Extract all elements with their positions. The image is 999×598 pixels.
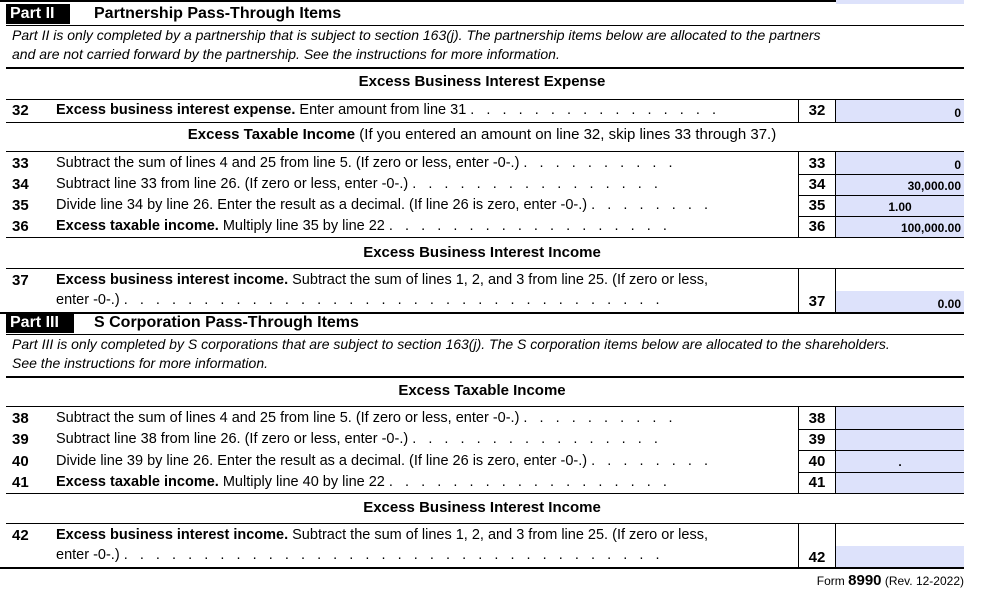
line-42-box-label: 42 bbox=[808, 549, 826, 566]
form-number: 8990 bbox=[848, 572, 882, 589]
part-iii-title: S Corporation Pass-Through Items bbox=[94, 314, 359, 331]
line-36-number: 36 bbox=[12, 218, 29, 235]
section-excess-business-interest-income-part-iii: Excess Business Interest Income bbox=[363, 499, 601, 516]
line-36-box-label: 36 bbox=[808, 218, 826, 235]
line-40-box-label: 40 bbox=[808, 453, 826, 470]
line-32-amount-field[interactable]: 0 bbox=[836, 100, 964, 122]
line-37-text-line1: Excess business interest income. Subtract the sum of lines 1, 2, and 3 from line 25. (If zero or less, bbox=[56, 272, 709, 288]
line-37-text-line2: enter -0-.) . . . . . . . . . . . . . . . . . . . . . . . . . . . . . . . . . . bbox=[56, 292, 660, 308]
part-iii-label: Part III bbox=[6, 313, 74, 333]
line-38-number: 38 bbox=[12, 410, 29, 427]
line-42-number: 42 bbox=[12, 527, 29, 544]
section-excess-taxable-income: Excess Taxable Income (If you entered an amount on line 32, skip lines 33 through 37.) bbox=[187, 126, 777, 143]
line-41-box-label: 41 bbox=[808, 474, 826, 491]
line-34-text: Subtract line 33 from line 26. (If zero or less, enter -0-.) . . . . . . . . . . . . . . . . bbox=[56, 176, 658, 192]
line-32-box-label: 32 bbox=[808, 102, 826, 119]
line-37-amount-field[interactable]: 0.00 bbox=[836, 291, 964, 312]
line-37-number: 37 bbox=[12, 272, 29, 289]
part-ii-title: Partnership Pass-Through Items bbox=[94, 5, 342, 22]
line-40-text: Divide line 39 by line 26. Enter the result as a decimal. (If line 26 is zero, enter -0-.) . . . . . . . . bbox=[56, 453, 708, 469]
line-36-amount-field[interactable]: 100,000.00 bbox=[836, 217, 964, 237]
line-33-number: 33 bbox=[12, 155, 29, 172]
line-41-number: 41 bbox=[12, 474, 29, 491]
line-38-text: Subtract the sum of lines 4 and 25 from line 5. (If zero or less, enter -0-.) . . . . . . . . . . bbox=[56, 410, 673, 426]
line-41-amount-field[interactable] bbox=[836, 473, 964, 493]
line-42-text-line1: Excess business interest income. Subtract the sum of lines 1, 2, and 3 from line 25. (If zero or less, bbox=[56, 527, 709, 543]
line-38-box-label: 38 bbox=[808, 410, 826, 427]
line-42-text-line2: enter -0-.) . . . . . . . . . . . . . . . . . . . . . . . . . . . . . . . . . . bbox=[56, 547, 660, 563]
line-34-box-label: 34 bbox=[808, 176, 826, 193]
line-33-amount-field[interactable]: 0 bbox=[836, 152, 964, 174]
line-39-amount-field[interactable] bbox=[836, 430, 964, 450]
section-excess-business-interest-income: Excess Business Interest Income bbox=[363, 244, 601, 261]
line-34-amount-field[interactable]: 30,000.00 bbox=[836, 175, 964, 195]
part-ii-label: Part II bbox=[6, 4, 70, 24]
line-33-text: Subtract the sum of lines 4 and 25 from line 5. (If zero or less, enter -0-.) . . . . . . . . . . bbox=[56, 155, 673, 171]
line-35-number: 35 bbox=[12, 197, 29, 214]
line-32-text: Excess business interest expense. Enter amount from line 31 . . . . . . . . . . . . . . . . bbox=[56, 102, 717, 118]
line-35-text: Divide line 34 by line 26. Enter the result as a decimal. (If line 26 is zero, enter -0-.) . . . . . . . . bbox=[56, 197, 708, 213]
line-41-text: Excess taxable income. Multiply line 40 by line 22 . . . . . . . . . . . . . . . . . . bbox=[56, 474, 667, 490]
line-40-decimal-field[interactable]: . bbox=[836, 451, 964, 472]
part-ii-desc-line2: and are not carried forward by the partnership. See the instructions for more information. bbox=[12, 46, 560, 62]
line-35-decimal-field[interactable]: 1.00 bbox=[836, 196, 964, 216]
line-42-amount-field[interactable] bbox=[836, 546, 964, 567]
line-39-text: Subtract line 38 from line 26. (If zero or less, enter -0-.) . . . . . . . . . . . . . . . . bbox=[56, 431, 658, 447]
line-39-number: 39 bbox=[12, 431, 29, 448]
part-iii-desc-line2: See the instructions for more information. bbox=[12, 355, 269, 371]
line-35-box-label: 35 bbox=[808, 197, 826, 214]
line-33-box-label: 33 bbox=[808, 155, 826, 172]
part-ii-desc-line1: Part II is only completed by a partnership that is subject to section 163(j). The partnership items below are allocated to the partners bbox=[12, 27, 821, 43]
line-40-number: 40 bbox=[12, 453, 29, 470]
line-34-number: 34 bbox=[12, 176, 29, 193]
section-excess-business-interest-expense: Excess Business Interest Expense bbox=[358, 73, 606, 90]
line-36-text: Excess taxable income. Multiply line 35 by line 22 . . . . . . . . . . . . . . . . . . bbox=[56, 218, 667, 234]
line-37-box-label: 37 bbox=[808, 293, 826, 310]
form-footer: Form 8990 (Rev. 12-2022) bbox=[816, 572, 964, 589]
section-excess-taxable-income-part-iii: Excess Taxable Income bbox=[398, 382, 566, 399]
line-38-amount-field[interactable] bbox=[836, 407, 964, 429]
line-39-box-label: 39 bbox=[808, 431, 826, 448]
line-32-number: 32 bbox=[12, 102, 29, 119]
part-iii-desc-line1: Part III is only completed by S corporations that are subject to section 163(j). The S corporation items below are allocated to the shareholders. bbox=[12, 336, 890, 352]
